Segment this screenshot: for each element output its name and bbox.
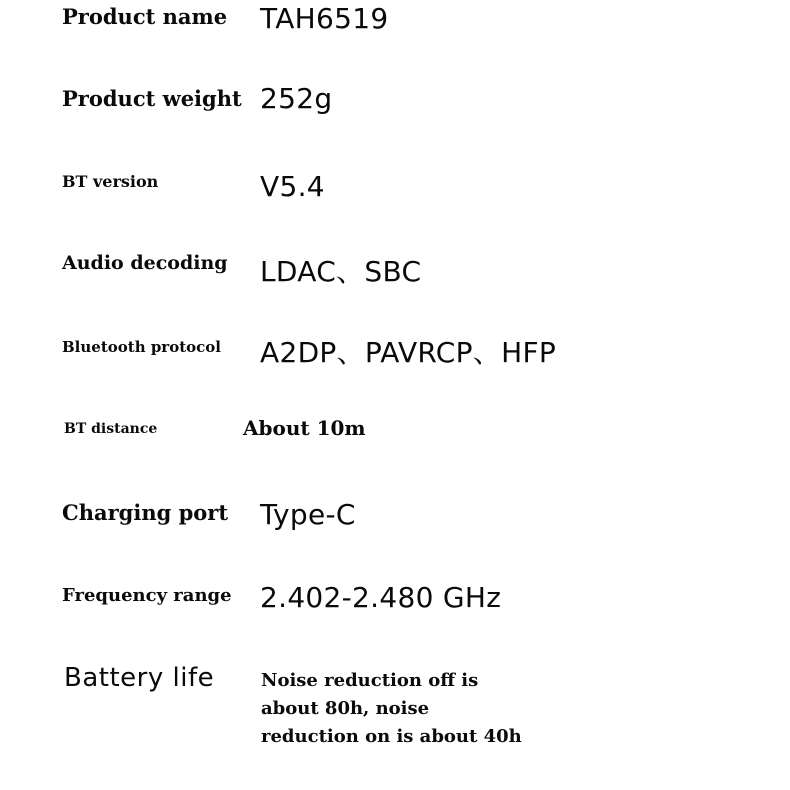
spec-label: Product name <box>62 4 228 29</box>
spec-label: Frequency range <box>62 585 232 606</box>
spec-value-line: reduction on is about 40h <box>261 726 522 747</box>
spec-label: Audio decoding <box>62 252 228 274</box>
spec-value: V5.4 <box>260 170 325 203</box>
spec-label: Battery life <box>64 663 215 693</box>
spec-value-line: about 80h, noise <box>261 698 430 719</box>
spec-value: About 10m <box>243 416 366 440</box>
spec-label: BT distance <box>64 421 158 437</box>
spec-value: LDAC、SBC <box>260 255 422 288</box>
spec-value: TAH6519 <box>260 2 389 35</box>
spec-label: Bluetooth protocol <box>62 338 221 356</box>
spec-value: 252g <box>260 82 333 115</box>
spec-label: Product weight <box>62 86 242 111</box>
spec-value: 2.402-2.480 GHz <box>260 581 502 614</box>
spec-label: BT version <box>62 172 159 191</box>
spec-value-multiline <box>261 667 561 751</box>
spec-value: A2DP、PAVRCP、HFP <box>260 336 557 369</box>
spec-label: Charging port <box>62 500 229 525</box>
spec-value-line: Noise reduction off is <box>261 670 479 691</box>
spec-value: Type-C <box>260 498 356 531</box>
